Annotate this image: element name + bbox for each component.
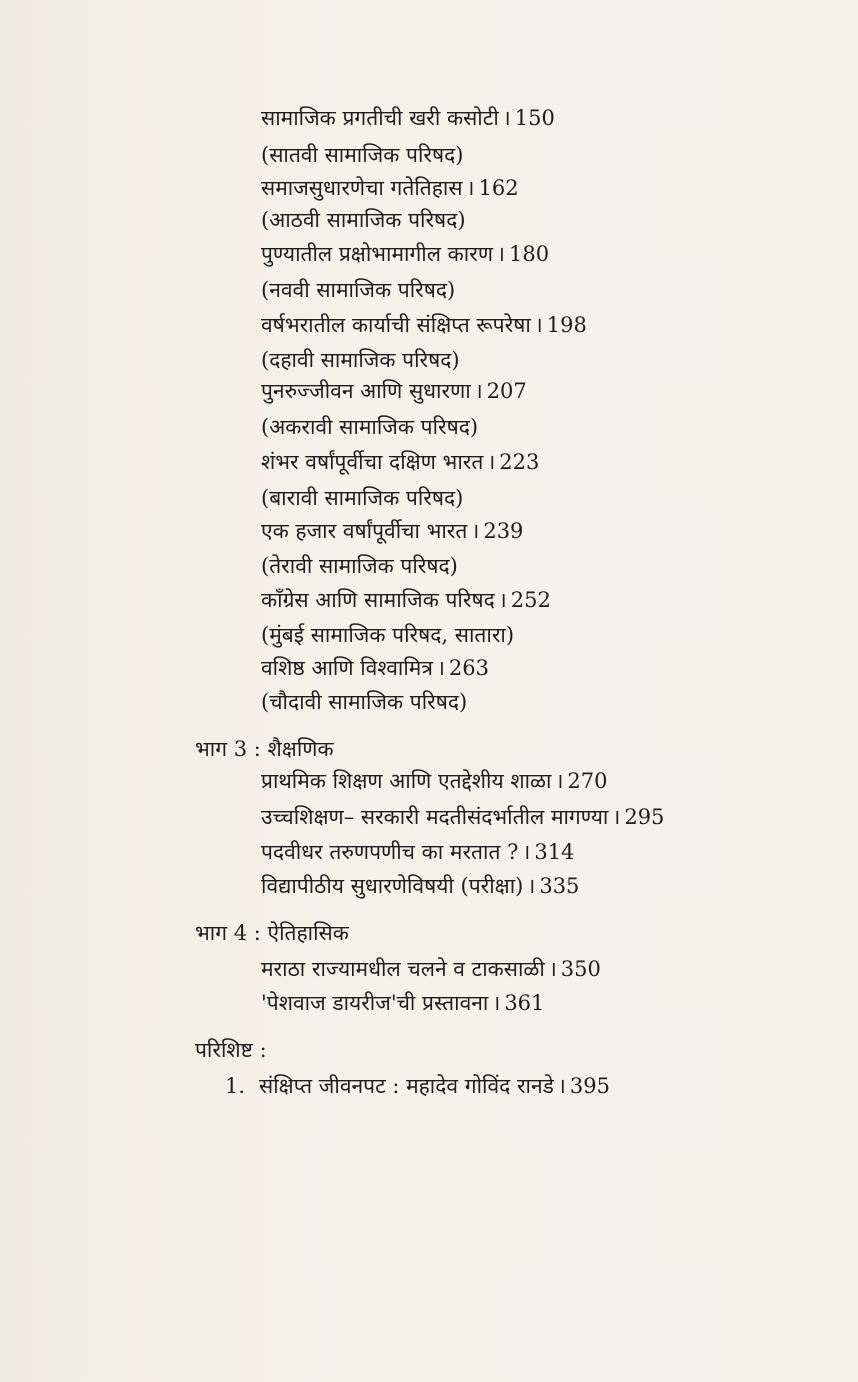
toc-entry-title: 'पेशवाज डायरीज'ची प्रस्तावना xyxy=(261,991,489,1015)
toc-entry-page: 162 xyxy=(478,176,519,200)
toc-entry-title: पुनरुज्जीवन आणि सुधारणा xyxy=(261,379,471,403)
toc-entry xyxy=(261,803,664,831)
toc-separator: । xyxy=(612,805,621,829)
toc-separator: । xyxy=(436,656,445,680)
toc-entry-title: विद्यापीठीय सुधारणेविषयी (परीक्षा) xyxy=(261,874,524,898)
toc-separator: । xyxy=(492,991,501,1015)
toc-entry-page: 198 xyxy=(546,313,587,337)
toc-entry xyxy=(261,174,519,202)
toc-entry xyxy=(261,104,555,132)
toc-entry xyxy=(261,448,539,476)
toc-separator: । xyxy=(527,874,536,898)
toc-entry xyxy=(261,586,551,614)
toc-entry-page: 361 xyxy=(504,991,545,1015)
toc-separator: । xyxy=(487,450,496,474)
toc-separator: । xyxy=(557,1074,566,1098)
section-heading: भाग 4 : ऐतिहासिक xyxy=(195,921,349,945)
toc-entry-note: (अकरावी सामाजिक परिषद) xyxy=(261,415,479,439)
toc-entry-title: काँग्रेस आणि सामाजिक परिषद xyxy=(261,588,495,612)
toc-entry-title: संक्षिप्त जीवनपट : महादेव गोविंद रानडे xyxy=(259,1074,554,1098)
toc-entry xyxy=(261,989,544,1017)
toc-entry-page: 150 xyxy=(514,106,555,130)
toc-entry-number: 1. xyxy=(225,1074,246,1098)
toc-entry xyxy=(261,767,608,795)
toc-separator: । xyxy=(498,588,507,612)
toc-entry-title: वर्षभरातील कार्याची संक्षिप्त रूपरेषा xyxy=(261,313,531,337)
toc-separator: । xyxy=(555,769,564,793)
toc-entry-note: (बारावी सामाजिक परिषद) xyxy=(261,486,464,510)
toc-entry-page: 223 xyxy=(499,450,540,474)
toc-entry-title: वशिष्ठ आणि विश्वामित्र xyxy=(261,656,433,680)
toc-entry-page: 263 xyxy=(448,656,490,680)
toc-entry-title: शंभर वर्षांपूर्वीचा दक्षिण भारत xyxy=(261,450,484,474)
toc-entry-note: (आठवी सामाजिक परिषद) xyxy=(261,208,466,232)
toc-entry-note: (नववी सामाजिक परिषद) xyxy=(261,278,456,302)
section-heading: परिशिष्ट : xyxy=(195,1038,267,1062)
toc-separator: । xyxy=(502,106,511,130)
toc-entry xyxy=(261,654,489,682)
toc-entry-page: 395 xyxy=(569,1074,610,1098)
toc-entry-page: 180 xyxy=(508,242,550,266)
toc-entry-title: समाजसुधारणेचा गतेतिहास xyxy=(261,176,463,200)
toc-entry-note: (दहावी सामाजिक परिषद) xyxy=(261,348,460,372)
toc-entry-page: 207 xyxy=(486,379,527,403)
toc-entry-note: (तेरावी सामाजिक परिषद) xyxy=(261,554,458,578)
toc-separator: । xyxy=(497,242,505,266)
toc-entry-title: सामाजिक प्रगतीची खरी कसोटी xyxy=(261,106,499,130)
toc-entry xyxy=(225,1072,610,1100)
toc-entry-page: 252 xyxy=(510,588,551,612)
toc-entry xyxy=(261,517,523,545)
toc-separator: । xyxy=(474,379,483,403)
toc-entry-page: 335 xyxy=(539,874,580,898)
toc-entry xyxy=(261,838,574,866)
toc-entry xyxy=(261,377,527,405)
toc-entry-title: प्राथमिक शिक्षण आणि एतद्देशीय शाळा xyxy=(261,769,552,793)
toc-separator: । xyxy=(534,313,543,337)
toc-separator: । xyxy=(466,176,475,200)
toc-entry-note: (चौदावी सामाजिक परिषद) xyxy=(261,690,468,714)
toc-entry-page: 314 xyxy=(534,840,575,864)
toc-entry xyxy=(261,872,579,900)
toc-entry-title: उच्चशिक्षण– सरकारी मदतीसंदर्भातील मागण्या xyxy=(261,805,609,829)
toc-entry-note: (सातवी सामाजिक परिषद) xyxy=(261,143,464,167)
toc-entry-title: एक हजार वर्षांपूर्वीचा भारत xyxy=(261,519,468,543)
toc-entry-title: मराठा राज्यामधील चलने व टाकसाळी xyxy=(261,957,545,981)
toc-entry-page: 239 xyxy=(483,519,524,543)
toc-entry xyxy=(261,240,549,268)
toc-entry-page: 295 xyxy=(624,805,665,829)
toc-entry-note: (मुंबई सामाजिक परिषद, सातारा) xyxy=(261,623,515,647)
toc-entry-page: 350 xyxy=(560,957,601,981)
toc-separator: । xyxy=(522,840,531,864)
toc-entry xyxy=(261,955,601,983)
toc-separator: । xyxy=(471,519,480,543)
toc-separator: । xyxy=(548,957,557,981)
toc-entry-title: पदवीधर तरुणपणीच का मरतात ? xyxy=(261,840,519,864)
toc-entry xyxy=(261,311,587,339)
section-heading: भाग 3 : शैक्षणिक xyxy=(195,737,334,761)
toc-entry-title: पुण्यातील प्रक्षोभामागील कारण xyxy=(261,242,494,266)
toc-entry-page: 270 xyxy=(567,769,608,793)
